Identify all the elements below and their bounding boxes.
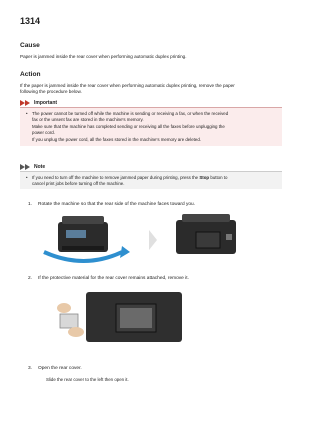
important-bullet-line-2: fax or the unsent fax are stored in the machine's memory.	[32, 116, 144, 122]
action-title: Action	[20, 71, 41, 78]
action-line-1: If the paper is jammed inside the rear cover when performing automatic duplex printing, remove the paper	[20, 83, 235, 88]
cause-title: Cause	[20, 42, 40, 49]
step-2-text: If the protective material for the rear cover remains attached, remove it.	[38, 276, 189, 281]
step-1-figure	[36, 212, 266, 268]
important-box	[20, 99, 282, 146]
important-icon	[20, 100, 31, 106]
step-1-number: 1.	[28, 202, 33, 207]
action-line-2: following the procedure below.	[20, 89, 82, 94]
step-1-text: Rotate the machine so that the rear side of the machine faces toward you.	[38, 202, 196, 207]
important-para-2: If you unplug the power cord, all the faxes stored in the machine's memory are deleted.	[32, 137, 201, 143]
note-line-1: If you need to turn off the machine to remove jammed paper during printing, press the Stop button to	[32, 175, 228, 180]
step-3-text: Open the rear cover.	[38, 366, 82, 371]
note-header	[20, 163, 282, 171]
important-bullet-line-1: The power cannot be turned off while the machine is sending or receiving a fax, or when the received	[32, 111, 229, 116]
note-box	[20, 163, 282, 189]
important-para-1-line-2: power cord.	[32, 129, 55, 135]
note-icon	[20, 164, 31, 170]
note-bullet: • If you need to turn off the machine to remove jammed paper during printing, press the Stop button to cancel print jobs before turning off the machine.	[26, 175, 228, 186]
note-label: Note	[34, 164, 46, 170]
printer-rear-icon	[176, 214, 236, 254]
important-header	[20, 99, 282, 107]
important-bullet: • The power cannot be turned off while the machine is sending or receiving a fax, or when the received fax or the unsent fax are stored in the machine's memory.	[26, 111, 229, 122]
note-line-2: cancel print jobs before turning off the machine.	[32, 180, 125, 186]
action-text	[20, 83, 282, 95]
important-para-1	[26, 124, 276, 135]
note-body	[20, 171, 282, 189]
step-3-number: 3.	[28, 366, 33, 371]
step-2	[28, 276, 278, 281]
cause-text: Paper is jammed inside the rear cover when performing automatic duplex printing.	[20, 54, 187, 59]
page-code: 1314	[20, 16, 41, 26]
step-2-number: 2.	[28, 276, 33, 281]
important-body	[20, 107, 282, 146]
step-1	[28, 202, 278, 207]
step-2-figure	[46, 286, 196, 348]
arrow-right-icon	[149, 230, 157, 250]
important-para-1-line-1: Make sure that the machine has completed sending or receiving all the faxes before unplugging the	[32, 124, 225, 130]
step-3	[28, 366, 278, 371]
important-label: Important	[34, 100, 58, 106]
printer-front-icon	[44, 216, 130, 261]
protective-material-icon	[57, 303, 84, 337]
step-3-subtext: Slide the rear cover to the left then open it.	[46, 377, 129, 382]
stop-button-label: Stop	[199, 175, 210, 180]
